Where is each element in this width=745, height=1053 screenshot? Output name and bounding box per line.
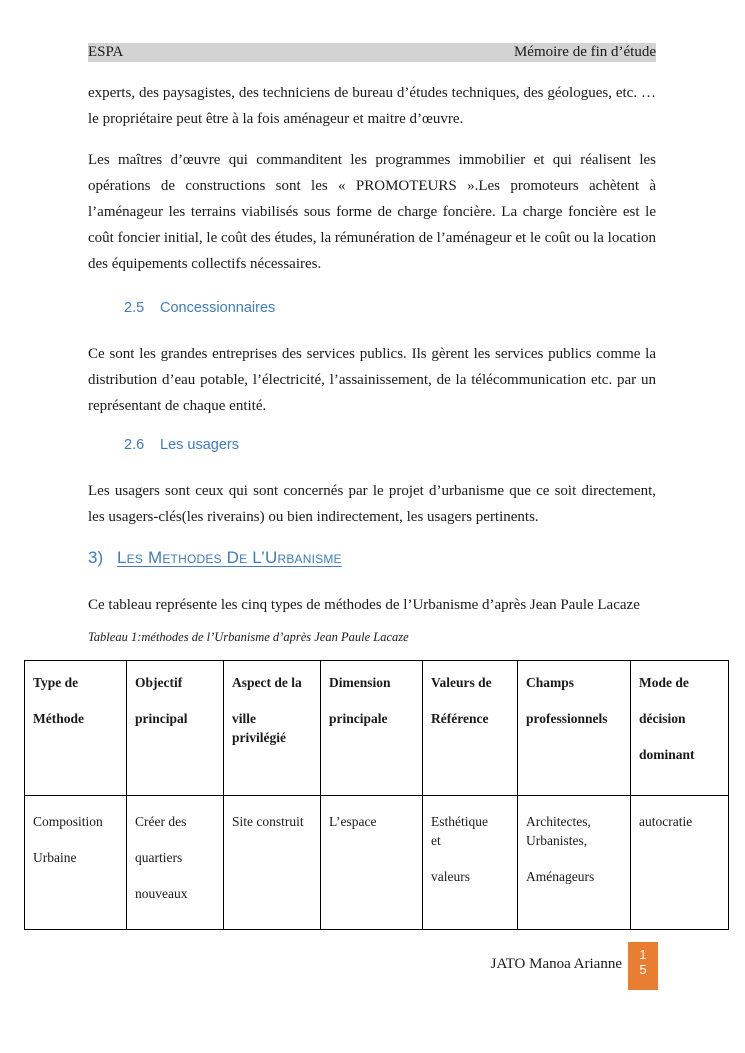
table-body bbox=[25, 796, 729, 930]
table-header-cell: Type de Méthode bbox=[25, 661, 127, 796]
page-number-digit: 1 bbox=[639, 947, 647, 962]
header-left-text: ESPA bbox=[88, 44, 124, 60]
table-header-cell: Champs professionnels bbox=[518, 661, 631, 796]
table-row bbox=[25, 796, 729, 930]
table-header-row bbox=[25, 661, 729, 796]
paragraph-usagers: Les usagers sont ceux qui sont concernés par le projet d’urbanisme que ce soit directement, les usagers-clés(les riverains) ou bien indirectement, les usagers pertinents. bbox=[88, 483, 656, 525]
table-head bbox=[25, 661, 729, 796]
heading-2-6-usagers bbox=[124, 437, 239, 453]
heading-number: 3) bbox=[88, 548, 104, 567]
table-caption: Tableau 1:méthodes de l’Urbanisme d’après Jean Paule Lacaze bbox=[88, 630, 409, 644]
paragraph-concessionnaires: Ce sont les grandes entreprises des services publics. Ils gèrent les services publics comme la distribution d’eau potable, l’électricité, l’assainissement, de la télécommunication etc. par un représentant de chaque entité. bbox=[88, 346, 656, 414]
heading-number: 2.5 bbox=[124, 300, 145, 316]
table-header-cell: Aspect de la ville privilégié bbox=[224, 661, 321, 796]
table-header-cell: Valeurs de Référence bbox=[423, 661, 518, 796]
table-cell: Composition Urbaine bbox=[25, 796, 127, 930]
header-right-text: Mémoire de fin d’étude bbox=[513, 44, 656, 60]
page-number-badge bbox=[628, 942, 658, 990]
table-cell: autocratie bbox=[631, 796, 729, 930]
methodes-urbanisme-table bbox=[24, 660, 729, 930]
heading-text: Les Methodes De L’Urbanisme bbox=[117, 548, 342, 567]
table-cell: Architectes, Urbanistes, Aménageurs bbox=[518, 796, 631, 930]
table-cell: Esthétique et valeurs bbox=[423, 796, 518, 930]
footer-author: JATO Manoa Arianne bbox=[490, 956, 622, 972]
heading-number: 2.6 bbox=[124, 437, 145, 453]
table-header-cell: Mode de décision dominant bbox=[631, 661, 729, 796]
heading-text: Concessionnaires bbox=[160, 300, 276, 316]
table-header-cell: Dimension principale bbox=[321, 661, 423, 796]
table-cell: Site construit bbox=[224, 796, 321, 930]
paragraph-promoteurs: Les maîtres d’œuvre qui commanditent les programmes immobilier et qui réalisent les opérations de constructions sont les « PROMOTEURS ».Les promoteurs achètent à l’aménageur les terrains viabilisés sous forme de charge foncière. La charge foncière est le coût foncier initial, le coût des études, la rémunération de l’aménageur et le coût ou la location des équipements collectifs nécessaires. bbox=[88, 152, 656, 272]
heading-3-methodes-urbanisme bbox=[88, 548, 342, 568]
paragraph-tableau-intro: Ce tableau représente les cinq types de méthodes de l’Urbanisme d’après Jean Paule Lacaze bbox=[88, 597, 640, 613]
table-cell: L’espace bbox=[321, 796, 423, 930]
table-header-cell: Objectif principal bbox=[127, 661, 224, 796]
paragraph-experts: experts, des paysagistes, des techniciens de bureau d’études techniques, des géologues, etc. … le propriétaire peut être à la fois aménageur et maitre d’œuvre. bbox=[88, 85, 656, 127]
table-cell: Créer des quartiers nouveaux bbox=[127, 796, 224, 930]
page-number-digit: 5 bbox=[639, 962, 647, 977]
page-header-bar bbox=[88, 43, 656, 62]
heading-2-5-concessionnaires bbox=[124, 300, 275, 316]
heading-text: Les usagers bbox=[160, 437, 239, 453]
